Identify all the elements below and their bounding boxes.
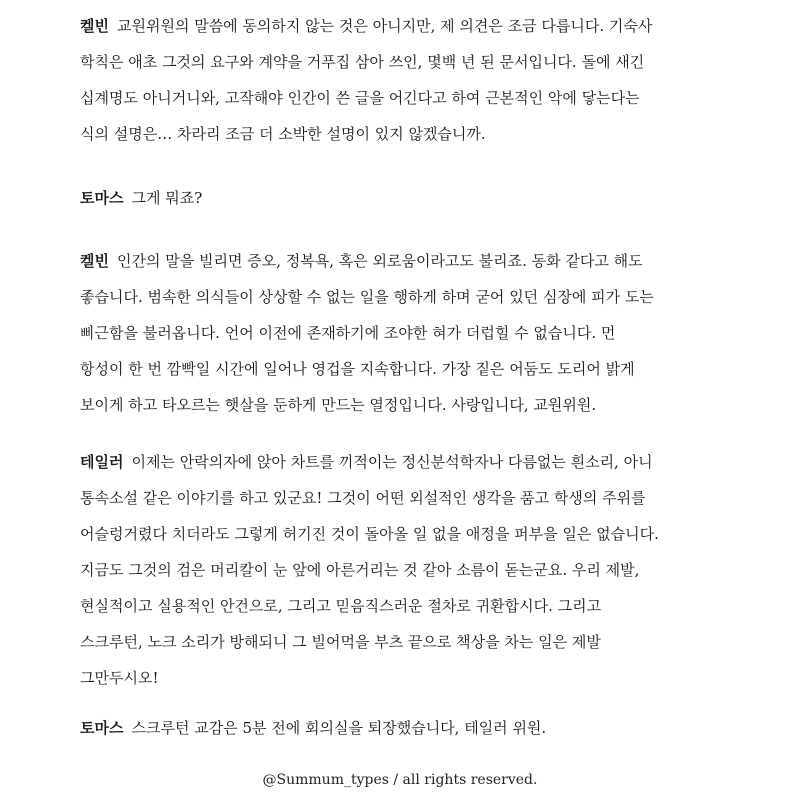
dialogue-line: 식의 설명은… 차라리 조금 더 소박한 설명이 있지 않겠습니까. [80, 125, 486, 143]
speaker-name: 토마스 [80, 719, 124, 737]
dialogue-line: 학칙은 애초 그것의 요구와 계약을 거푸집 삼아 쓰인, 몇백 년 된 문서입니다. 돌에 새긴 [80, 53, 645, 71]
dialogue-line [80, 718, 546, 738]
speaker-name: 테일러 [80, 453, 124, 471]
speaker-name: 켈빈 [80, 252, 109, 270]
dialogue-line: 보이게 하고 타오르는 햇살을 둔하게 만드는 열정입니다. 사랑입니다, 교원위원. [80, 396, 597, 414]
line-text: 이제는 안락의자에 앉아 차트를 끼적이는 정신분석학자나 다름없는 흰소리, 아니 [131, 453, 653, 471]
dialogue-line: 현실적이고 실용적인 안건으로, 그리고 믿음직스러운 절차로 귀환합시다. 그리고 [80, 597, 602, 615]
dialogue-line: 항성이 한 번 깜빡일 시간에 일어나 영겁을 지속합니다. 가장 짙은 어둠도 도리어 밝게 [80, 360, 635, 378]
dialogue-line [80, 452, 653, 472]
dialogue-line [80, 251, 643, 271]
line-text: 인간의 말을 빌리면 증오, 정복욕, 혹은 외로움이라고도 불리죠. 동화 같다고 해도 [116, 252, 643, 270]
line-text: 교원위원의 말씀에 동의하지 않는 것은 아니지만, 제 의견은 조금 다릅니다. 기숙사 [116, 17, 653, 35]
line-text: 그게 뭐죠? [131, 189, 203, 207]
dialogue-line: 좋습니다. 범속한 의식들이 상상할 수 없는 일을 행하게 하며 굳어 있던 심장에 피가 도는 [80, 288, 654, 306]
dialogue-line: 삐근함을 불러옵니다. 언어 이전에 존재하기에 조야한 혀가 더럽힐 수 없습니다. 먼 [80, 324, 616, 342]
dialogue-line: 그만두시오! [80, 669, 159, 687]
dialogue-line [80, 16, 652, 36]
line-text: 스크루턴 교감은 5분 전에 회의실을 퇴장했습니다, 테일러 위원. [131, 719, 547, 737]
dialogue-line: 어슬렁거렸다 치더라도 그렇게 허기진 것이 돌아올 일 없을 애정을 퍼부을 일은 없습니다. [80, 525, 659, 543]
dialogue-line: 스크루턴, 노크 소리가 방해되니 그 빌어먹을 부츠 끝으로 책상을 차는 일은 제발 [80, 633, 601, 651]
speaker-name: 토마스 [80, 189, 124, 207]
dialogue-line: 십계명도 아니거니와, 고작해야 인간이 쓴 글을 어긴다고 하여 근본적인 악에 닿는다는 [80, 89, 640, 107]
dialogue-line: 지금도 그것의 검은 머리칼이 눈 앞에 아른거리는 것 같아 소름이 돋는군요. 우리 제발, [80, 561, 640, 579]
speaker-name: 켈빈 [80, 17, 109, 35]
dialogue-line: 통속소설 같은 이야기를 하고 있군요! 그것이 어떤 외설적인 생각을 품고 학생의 주위를 [80, 489, 646, 507]
copyright-footer: @Summum_types / all rights reserved. [262, 772, 538, 788]
dialogue-line [80, 188, 202, 208]
